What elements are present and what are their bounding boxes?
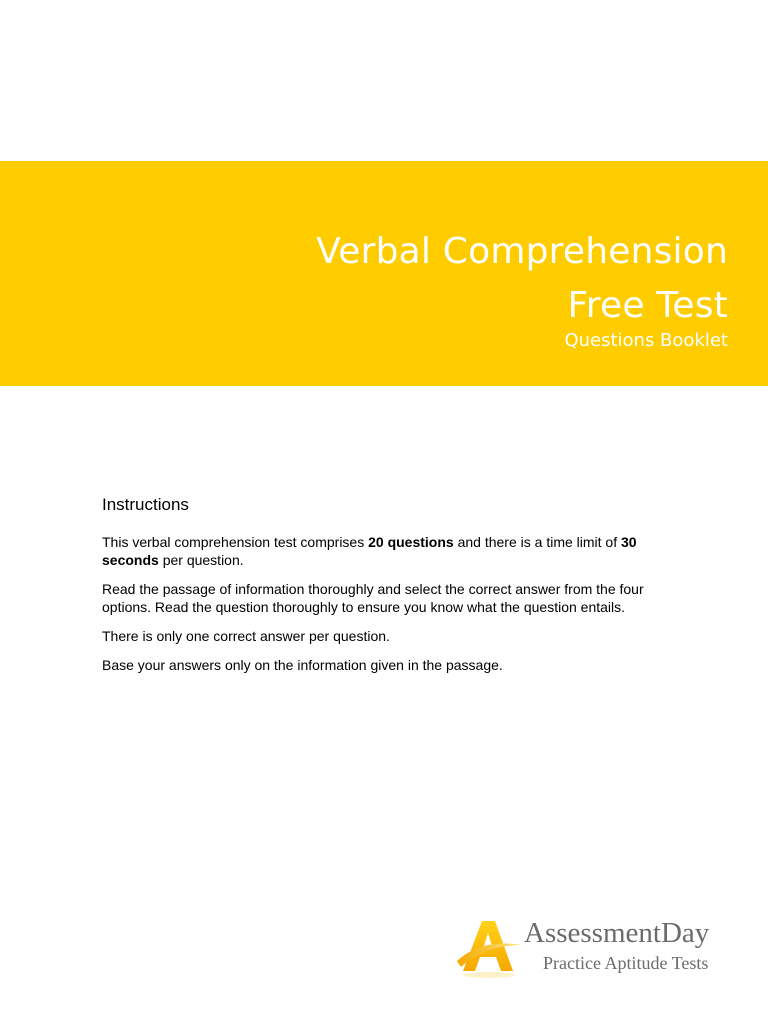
question-count: 20 questions [368,534,454,550]
assessmentday-logo [455,915,745,985]
time-limit: 30 seconds [102,534,637,568]
document-title-line-1: Verbal Comprehension [316,231,728,272]
logo-tagline: Practice Aptitude Tests [543,953,709,973]
document-title-line-2: Free Test [567,285,728,326]
instructions-paragraph-one-answer: There is only one correct answer per question. [102,628,390,644]
instructions-paragraph-time-limit [102,533,662,569]
document-title [316,225,728,333]
letter-a-swoosh-icon [455,915,525,981]
logo-name: AssessmentDay [524,917,710,949]
instructions-text: and there is a time limit of [453,534,621,550]
instructions-section [102,494,662,685]
instructions-heading: Instructions [102,495,189,514]
instructions-paragraph-base-answers: Base your answers only on the information given in the passage. [102,657,503,673]
instructions-paragraph-reading: Read the passage of information thoroughly and select the correct answer from the four options. Read the question thoroughly to ensure you know what the question entails. [102,581,644,615]
title-banner [0,161,768,386]
document-subtitle: Questions Booklet [564,330,728,351]
instructions-text: per question. [158,552,244,568]
instructions-text: This verbal comprehension test comprises [102,534,369,550]
